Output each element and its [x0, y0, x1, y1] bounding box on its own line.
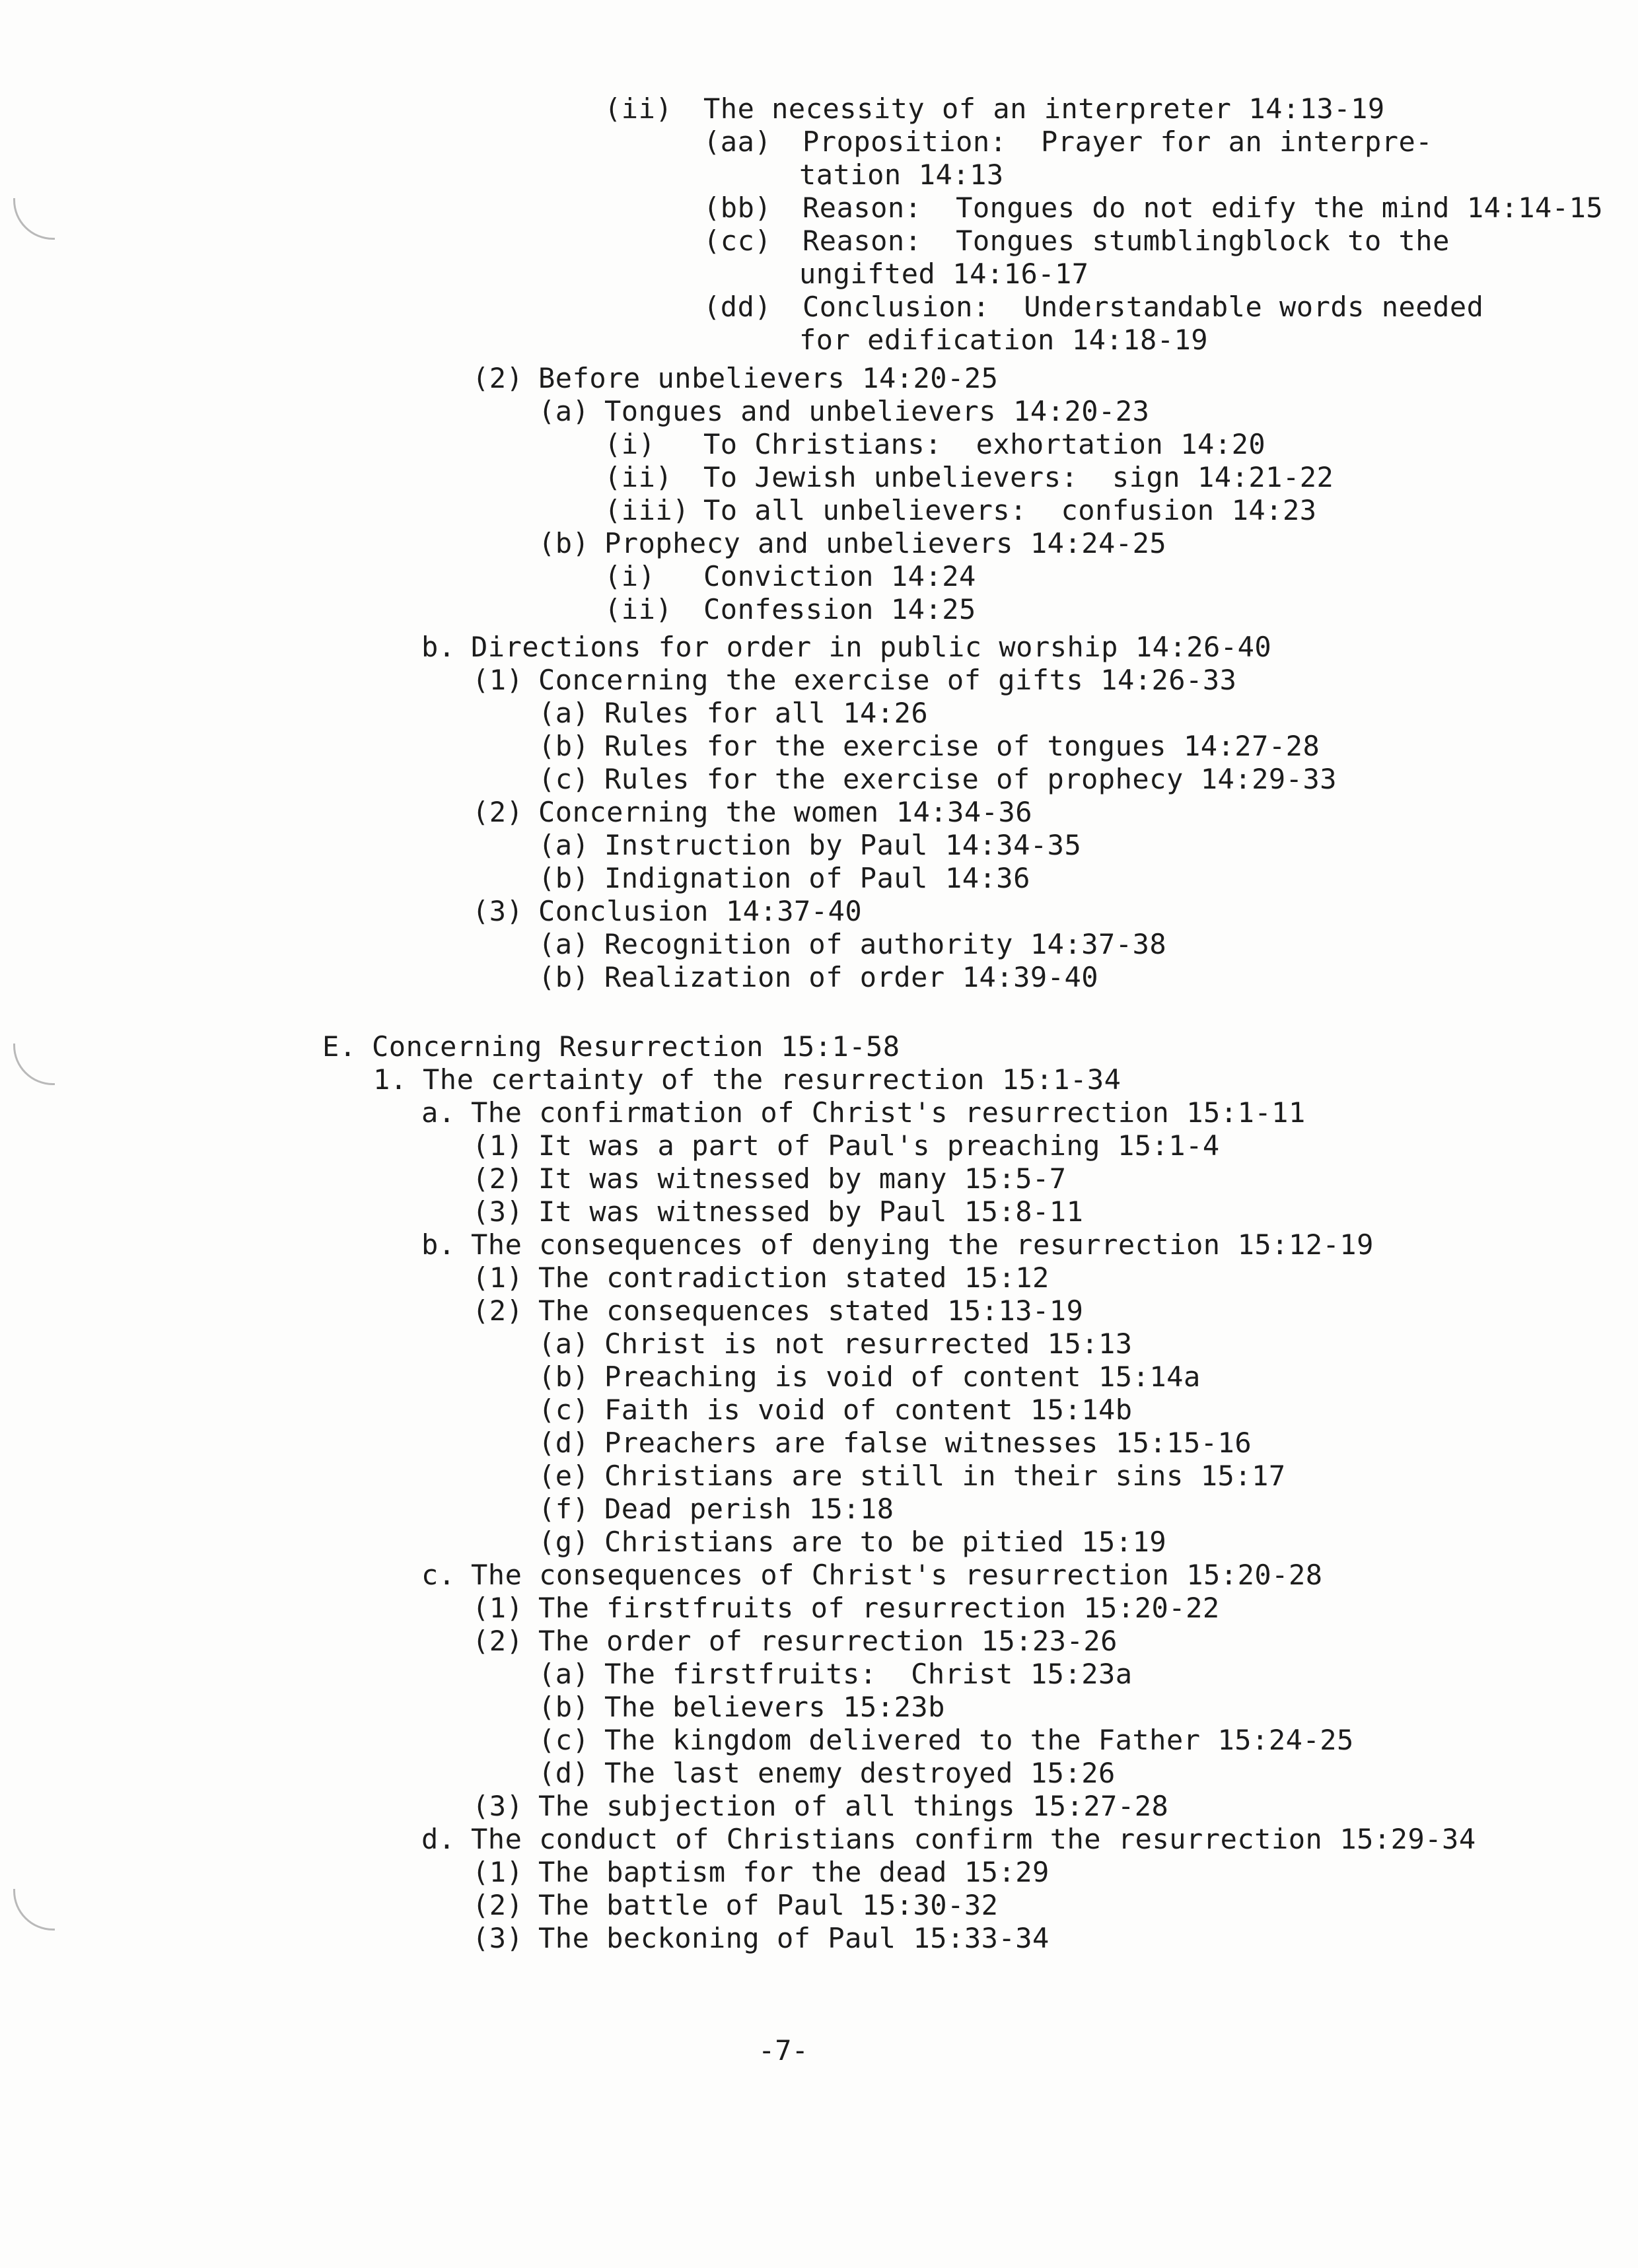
outline-text: To Jewish unbelievers: sign — [703, 461, 1181, 493]
outline-text: Concerning Resurrection — [372, 1030, 764, 1063]
scripture-reference: 15:23b — [843, 1691, 945, 1723]
scripture-reference: 15:27-28 — [1032, 1790, 1169, 1822]
outline-line — [472, 1592, 1220, 1625]
scripture-reference: 15:8-11 — [964, 1195, 1084, 1228]
outline-line — [472, 1790, 1168, 1823]
outline-text: Directions for order in public worship — [471, 631, 1118, 663]
scripture-reference: 15:1-58 — [781, 1030, 900, 1063]
scripture-reference: 14:13-19 — [1248, 92, 1385, 125]
scripture-reference: 14:21-22 — [1197, 461, 1334, 493]
outline-text: Recognition of authority — [604, 928, 1013, 960]
outline-line — [538, 1724, 1354, 1757]
outline-text: To all unbelievers: confusion — [703, 494, 1215, 526]
outline-label: (iii) — [604, 494, 690, 526]
scripture-reference: 15:5-7 — [964, 1162, 1067, 1195]
outline-line — [421, 1096, 1306, 1129]
scripture-reference: 15:14a — [1098, 1361, 1201, 1393]
outline-text: ungifted — [799, 258, 936, 290]
outline-label: b. — [421, 1228, 456, 1261]
scripture-reference: 14:27-28 — [1183, 730, 1320, 762]
outline-line — [604, 560, 976, 593]
outline-label: (2) — [472, 1162, 524, 1195]
outline-text: Conclusion — [538, 895, 709, 927]
scripture-reference: 14:26-33 — [1100, 664, 1237, 696]
scripture-reference: 14:24 — [890, 560, 976, 592]
binder-hole-mark — [13, 198, 55, 240]
outline-line — [799, 159, 1004, 192]
outline-label: (aa) — [703, 125, 772, 158]
scripture-reference: 14:24-25 — [1030, 527, 1167, 559]
outline-text: The firstfruits of resurrection — [538, 1592, 1067, 1624]
outline-line — [604, 92, 1385, 125]
scripture-reference: 14:26-40 — [1135, 631, 1272, 663]
outline-line — [799, 324, 1208, 357]
outline-label: (i) — [604, 560, 656, 592]
outline-label: (c) — [538, 763, 590, 795]
scripture-reference: 14:18-19 — [1071, 324, 1209, 356]
outline-text: It was witnessed by Paul — [538, 1195, 947, 1228]
outline-label: (ii) — [604, 461, 673, 493]
outline-line — [538, 763, 1337, 796]
outline-line — [538, 829, 1081, 862]
outline-label: b. — [421, 631, 456, 663]
outline-text: To Christians: exhortation — [703, 428, 1164, 460]
outline-label: (i) — [604, 428, 656, 460]
outline-text: Christians are still in their sins — [604, 1460, 1184, 1492]
outline-label: (ii) — [604, 92, 673, 125]
scripture-reference: 14:36 — [944, 862, 1030, 894]
outline-text: Rules for the exercise of tongues — [604, 730, 1166, 762]
outline-text: The baptism for the dead — [538, 1856, 947, 1888]
scripture-reference: 15:12 — [964, 1261, 1050, 1294]
outline-label: (g) — [538, 1526, 590, 1558]
outline-line — [799, 258, 1089, 291]
outline-text: It was a part of Paul's preaching — [538, 1129, 1100, 1162]
scripture-reference: 14:16-17 — [952, 258, 1089, 290]
outline-line — [472, 1129, 1220, 1162]
outline-line — [604, 494, 1317, 527]
outline-text: Indignation of Paul — [604, 862, 928, 894]
outline-text: Preachers are false witnesses — [604, 1427, 1098, 1459]
outline-line — [703, 125, 1433, 159]
outline-label: (2) — [472, 1294, 524, 1327]
outline-label: (1) — [472, 1856, 524, 1888]
scripture-reference: 14:20-23 — [1013, 395, 1150, 427]
scripture-reference: 14:14-15 — [1466, 192, 1604, 224]
outline-text: The order of resurrection — [538, 1625, 964, 1657]
outline-line — [472, 664, 1236, 697]
outline-line — [472, 796, 1032, 829]
outline-label: (c) — [538, 1394, 590, 1426]
outline-text: It was witnessed by many — [538, 1162, 947, 1195]
scripture-reference: 14:37-38 — [1030, 928, 1167, 960]
outline-text: tation — [799, 159, 902, 191]
outline-line — [472, 1162, 1067, 1195]
outline-label: (b) — [538, 1691, 590, 1723]
scripture-reference: 14:37-40 — [725, 895, 863, 927]
outline-text: The consequences of Christ's resurrection — [471, 1559, 1170, 1591]
outline-line — [322, 1030, 900, 1063]
outline-line — [538, 961, 1098, 994]
outline-line — [538, 1460, 1286, 1493]
outline-text: The believers — [604, 1691, 826, 1723]
outline-text: The contradiction stated — [538, 1261, 947, 1294]
outline-line — [604, 593, 976, 626]
outline-text: Instruction by Paul — [604, 829, 928, 861]
outline-text: The necessity of an interpreter — [703, 92, 1232, 125]
outline-line — [472, 1195, 1083, 1228]
outline-text: Conviction — [703, 560, 874, 592]
outline-text: The consequences of denying the resurrection — [471, 1228, 1221, 1261]
outline-text: Conclusion: Understandable words needed — [802, 291, 1484, 323]
outline-line — [421, 1559, 1323, 1592]
scripture-reference: 15:26 — [1030, 1757, 1116, 1789]
scripture-reference: 14:13 — [918, 159, 1004, 191]
outline-label: (a) — [538, 395, 590, 427]
outline-line — [472, 1856, 1050, 1889]
outline-label: (a) — [538, 829, 590, 861]
outline-label: (b) — [538, 527, 590, 559]
outline-text: Rules for all — [604, 697, 826, 729]
scripture-reference: 14:34-36 — [896, 796, 1033, 828]
outline-text: Concerning the exercise of gifts — [538, 664, 1084, 696]
outline-text: The beckoning of Paul — [538, 1922, 896, 1954]
outline-line — [703, 192, 1603, 225]
outline-label: (2) — [472, 796, 524, 828]
binder-hole-mark — [13, 1889, 55, 1931]
outline-text: Christians are to be pitied — [604, 1526, 1065, 1558]
outline-line — [703, 291, 1483, 324]
page-number: -7- — [758, 2034, 808, 2067]
outline-text: Before unbelievers — [538, 362, 845, 394]
outline-label: (3) — [472, 1790, 524, 1822]
scripture-reference: 15:12-19 — [1237, 1228, 1374, 1261]
outline-text: The conduct of Christians confirm the resurrection — [471, 1823, 1323, 1855]
outline-line — [604, 461, 1334, 494]
outline-label: (d) — [538, 1427, 590, 1459]
outline-label: (a) — [538, 928, 590, 960]
outline-text: The consequences stated — [538, 1294, 931, 1327]
outline-line — [538, 1361, 1201, 1394]
outline-line — [472, 895, 862, 928]
scripture-reference: 15:13 — [1047, 1328, 1133, 1360]
outline-line — [538, 1493, 894, 1526]
outline-line — [472, 1261, 1050, 1294]
outline-label: (f) — [538, 1493, 590, 1525]
outline-line — [538, 697, 928, 730]
outline-text: Reason: Tongues do not edify the mind — [802, 192, 1450, 224]
outline-line — [538, 1658, 1133, 1691]
scripture-reference: 15:30-32 — [862, 1889, 999, 1921]
outline-text: The kingdom delivered to the Father — [604, 1724, 1201, 1756]
scripture-reference: 14:20 — [1180, 428, 1266, 460]
outline-label: (bb) — [703, 192, 772, 224]
binder-hole-mark — [13, 1044, 55, 1085]
outline-label: (a) — [538, 1658, 590, 1690]
scripture-reference: 15:1-11 — [1186, 1096, 1306, 1129]
scripture-reference: 15:17 — [1200, 1460, 1286, 1492]
outline-line — [604, 428, 1265, 461]
outline-text: Christ is not resurrected — [604, 1328, 1030, 1360]
outline-label: (b) — [538, 1361, 590, 1393]
outline-label: (1) — [472, 1261, 524, 1294]
outline-label: (a) — [538, 1328, 590, 1360]
scripture-reference: 14:26 — [843, 697, 929, 729]
outline-text: The subjection of all things — [538, 1790, 1016, 1822]
outline-line — [472, 1922, 1050, 1955]
outline-text: Concerning the women — [538, 796, 879, 828]
outline-label: (1) — [472, 664, 524, 696]
outline-line — [373, 1063, 1121, 1096]
outline-label: d. — [421, 1823, 456, 1855]
outline-text: Dead perish — [604, 1493, 792, 1525]
outline-line — [538, 1757, 1116, 1790]
outline-line — [421, 1228, 1374, 1261]
outline-line — [421, 1823, 1476, 1856]
scripture-reference: 15:29-34 — [1339, 1823, 1476, 1855]
outline-text: Reason: Tongues stumblingblock to the — [802, 225, 1450, 257]
scripture-reference: 15:14b — [1030, 1394, 1133, 1426]
outline-label: (3) — [472, 895, 524, 927]
outline-line — [538, 527, 1166, 560]
outline-line — [538, 1394, 1133, 1427]
outline-line — [472, 1294, 1083, 1328]
outline-label: (d) — [538, 1757, 590, 1789]
outline-line — [421, 631, 1271, 664]
outline-label: (b) — [538, 961, 590, 993]
outline-line — [538, 1526, 1166, 1559]
outline-label: (a) — [538, 697, 590, 729]
scripture-reference: 14:39-40 — [962, 961, 1099, 993]
outline-text: The firstfruits: Christ — [604, 1658, 1013, 1690]
outline-text: Confession — [703, 593, 874, 625]
scripture-reference: 14:29-33 — [1200, 763, 1337, 795]
scripture-reference: 15:23-26 — [981, 1625, 1118, 1657]
scripture-reference: 14:20-25 — [862, 362, 999, 394]
outline-line — [538, 730, 1320, 763]
outline-label: (2) — [472, 1889, 524, 1921]
outline-label: (3) — [472, 1195, 524, 1228]
outline-text: for edification — [799, 324, 1055, 356]
outline-text: The last enemy destroyed — [604, 1757, 1013, 1789]
outline-text: Prophecy and unbelievers — [604, 527, 1013, 559]
outline-label: (2) — [472, 1625, 524, 1657]
scripture-reference: 14:25 — [890, 593, 976, 625]
outline-label: (b) — [538, 862, 590, 894]
outline-text: Tongues and unbelievers — [604, 395, 997, 427]
outline-label: 1. — [373, 1063, 408, 1096]
scripture-reference: 15:23a — [1030, 1658, 1133, 1690]
outline-text: The battle of Paul — [538, 1889, 845, 1921]
scripture-reference: 15:33-34 — [913, 1922, 1050, 1954]
outline-label: (cc) — [703, 225, 772, 257]
outline-line — [538, 862, 1030, 895]
outline-label: (b) — [538, 730, 590, 762]
scripture-reference: 15:29 — [964, 1856, 1050, 1888]
outline-text: Rules for the exercise of prophecy — [604, 763, 1184, 795]
outline-label: (e) — [538, 1460, 590, 1492]
outline-line — [703, 225, 1450, 258]
scripture-reference: 15:20-22 — [1083, 1592, 1220, 1624]
scripture-reference: 15:1-34 — [1001, 1063, 1122, 1096]
outline-label: (dd) — [703, 291, 772, 323]
outline-line — [538, 395, 1149, 428]
outline-text: Realization of order — [604, 961, 945, 993]
outline-label: c. — [421, 1559, 456, 1591]
outline-line — [538, 1328, 1133, 1361]
scripture-reference: 15:13-19 — [947, 1294, 1084, 1327]
scripture-reference: 14:34-35 — [944, 829, 1082, 861]
outline-label: E. — [322, 1030, 357, 1063]
outline-label: (2) — [472, 362, 524, 394]
outline-label: (c) — [538, 1724, 590, 1756]
outline-text: Proposition: Prayer for an interpre- — [802, 125, 1433, 158]
outline-line — [538, 1691, 945, 1724]
outline-label: (3) — [472, 1922, 524, 1954]
scripture-reference: 15:1-4 — [1117, 1129, 1220, 1162]
outline-text: The confirmation of Christ's resurrection — [471, 1096, 1170, 1129]
outline-line — [472, 362, 998, 395]
outline-line — [538, 928, 1166, 961]
outline-text: Preaching is void of content — [604, 1361, 1082, 1393]
scripture-reference: 15:15-16 — [1115, 1427, 1252, 1459]
scripture-reference: 15:24-25 — [1217, 1724, 1354, 1756]
outline-label: (1) — [472, 1592, 524, 1624]
scripture-reference: 15:20-28 — [1186, 1559, 1323, 1591]
outline-label: (1) — [472, 1129, 524, 1162]
scripture-reference: 15:19 — [1081, 1526, 1167, 1558]
outline-text: Faith is void of content — [604, 1394, 1013, 1426]
outline-line — [472, 1889, 998, 1922]
outline-line — [472, 1625, 1118, 1658]
outline-label: (ii) — [604, 593, 673, 625]
scripture-reference: 14:23 — [1231, 494, 1317, 526]
outline-line — [538, 1427, 1252, 1460]
outline-label: a. — [421, 1096, 456, 1129]
outline-text: The certainty of the resurrection — [423, 1063, 985, 1096]
scripture-reference: 15:18 — [808, 1493, 894, 1525]
